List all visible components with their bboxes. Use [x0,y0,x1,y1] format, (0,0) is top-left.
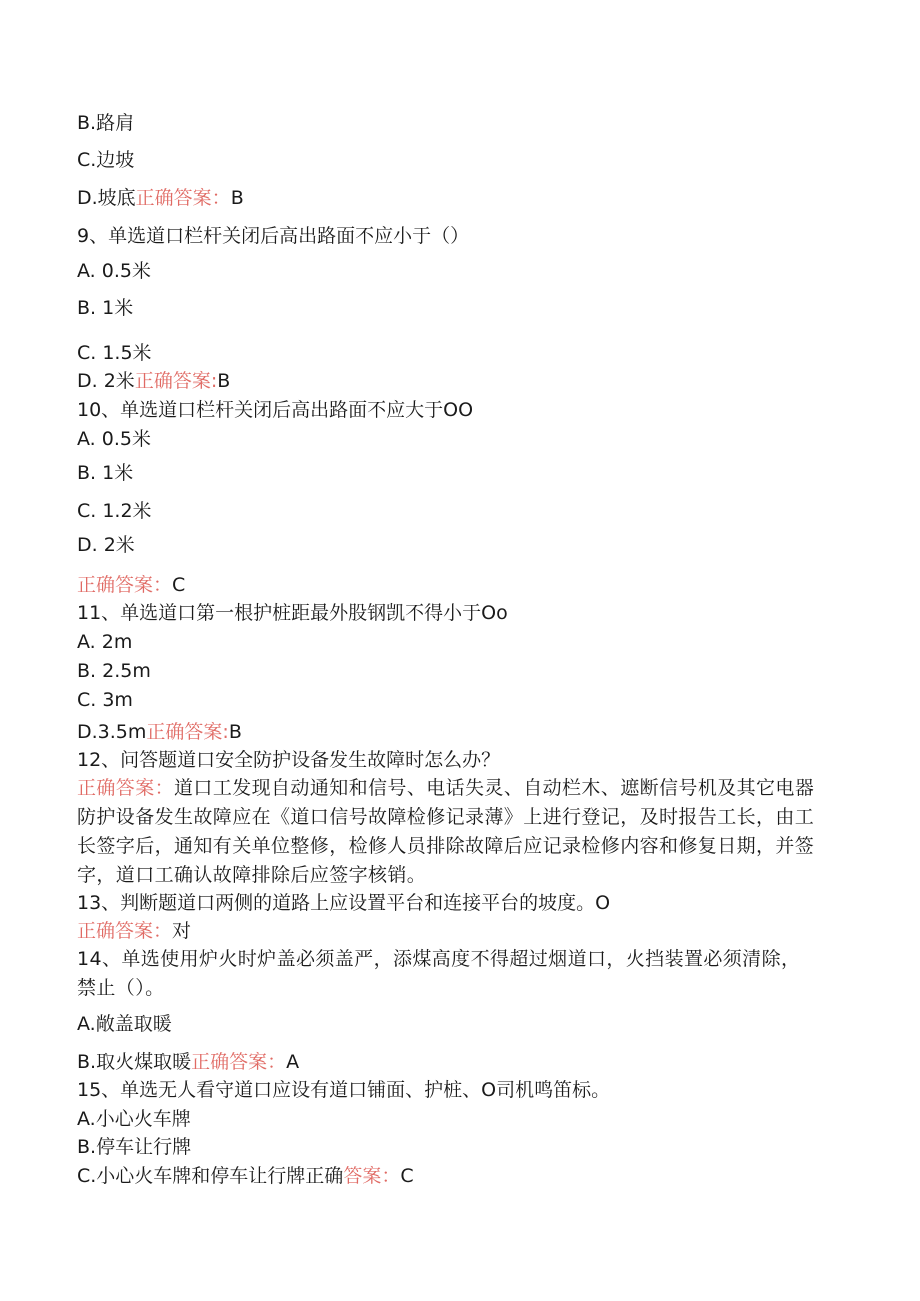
q10-option-a: A. 0.5米 [77,428,151,450]
q11-option-a: A. 2m [77,631,133,653]
question-12: 12、问答题道口安全防护设备发生故障时怎么办？ [77,749,501,771]
q9-option-c: C. 1.5米 [77,342,152,364]
question-11: 11、单选道口第一根护桩距最外股钢凯不得小于Oo [77,602,508,624]
question-10: 10、单选道口栏杆关闭后高出路面不应大于OO [77,399,474,421]
answer-value: 对 [172,920,192,942]
option-b-road-shoulder: B.路肩 [77,112,135,134]
answer-label: 答案： [343,1165,401,1187]
answer-value: C [172,574,186,596]
answer-value: C [400,1165,414,1187]
q10-option-c: C. 1.2米 [77,500,152,522]
q10-option-b: B. 1米 [77,462,134,484]
answer-label: 正确答案： [77,777,175,799]
answer-value: B [228,721,242,743]
q14-option-a: A.敞盖取暖 [77,1013,172,1035]
q10-answer [77,573,185,597]
answer-value: A [286,1051,300,1073]
question-14: 14、单选使用炉火时炉盖必须盖严，添煤高度不得超过烟道口，火挡装置必须清除，禁止（）。 [77,948,801,999]
question-15: 15、单选无人看守道口应设有道口铺面、护桩、O司机鸣笛标。 [77,1079,611,1101]
answer-label: 正确答案: [134,370,218,392]
question-9: 9、单选道口栏杆关闭后高出路面不应小于（） [77,225,470,247]
q12-answer [77,774,817,890]
q15-option-b: B.停车让行牌 [77,1136,192,1158]
q11-option-b: B. 2.5m [77,660,151,682]
answer-label: 正确答案： [77,920,173,942]
option-d-slope-bottom: D.坡底正确答案：B [77,187,244,209]
answer-value: B [230,187,244,209]
q13-answer [77,919,191,943]
option-c-slope: C.边坡 [77,149,135,171]
q15-option-c: C.小心火车牌和停车让行牌正确答案：C [77,1165,414,1187]
q14-option-b: B.取火煤取暖正确答案：A [77,1051,300,1073]
answer-value: 道口工发现自动通知和信号、电话失灵、自动栏木、遮断信号机及其它电器防护设备发生故障应在《道口信号故障检修记录薄》上进行登记，及时报告工长，由工长签字后，通知有关单位整修，检修人员排除故障后应记录检修内容和修复日期，并签字，道口工确认故障排除后应签字核销。 [77,777,815,886]
question-13: 13、判断题道口两侧的道路上应设置平台和连接平台的坡度。O [77,892,611,914]
answer-label: 正确答案: [146,721,229,743]
q9-option-a: A. 0.5米 [77,260,151,282]
answer-value: B [217,370,231,392]
q9-option-b: B. 1米 [77,297,134,319]
q9-option-d: D. 2米正确答案:B [77,370,231,392]
q10-option-d: D. 2米 [77,534,135,556]
q11-option-d: D.3.5m正确答案:B [77,721,242,743]
q11-option-c: C. 3m [77,689,133,711]
q15-option-a: A.小心火车牌 [77,1108,191,1130]
answer-label: 正确答案： [191,1051,287,1073]
answer-label: 正确答案： [77,574,173,596]
answer-label: 正确答案： [135,187,231,209]
